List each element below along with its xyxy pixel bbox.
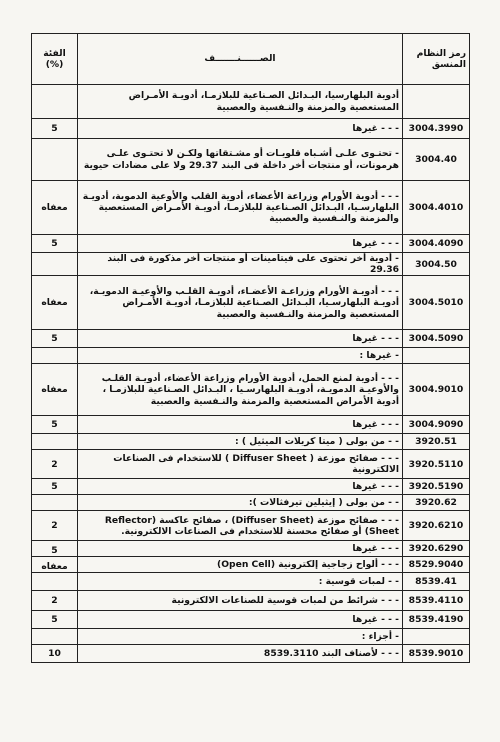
description-cell: - - - لأصناف البند 8539.3110	[78, 645, 403, 663]
hs-code-cell: 3920.62	[403, 495, 470, 511]
description-cell: - - - صفائح موزعة ( Diffuser Sheet ) للاستخدام فى الصناعات الالكترونية	[78, 450, 403, 479]
rate-cell: 5	[32, 235, 78, 253]
rate-cell	[32, 253, 78, 276]
description-cell: - أدوية أخر تحتوى على فيتامينات أو منتجات أخر مذكورة فى البند 29.36	[78, 253, 403, 276]
table-row	[32, 511, 470, 541]
rate-cell: معفاه	[32, 364, 78, 416]
rate-cell: 2	[32, 450, 78, 479]
table-row	[32, 557, 470, 573]
description-cell: - تحتـوى علـى أشـباه قلويـات أو مشـتقاتها ولكـن لا تحتـوى علـى هرمونات، أو منتجات أخر داخلة فى البند 29.37 ولا على مضادات حيوية	[78, 139, 403, 181]
hs-code-cell: 3004.3990	[403, 119, 470, 139]
hs-code-cell	[403, 348, 470, 364]
description-cell: - - - غيرها	[78, 479, 403, 495]
hs-code-cell: 3004.50	[403, 253, 470, 276]
hs-code-cell: 3004.40	[403, 139, 470, 181]
table-row	[32, 645, 470, 663]
rate-cell: معفاه	[32, 276, 78, 330]
hs-code-cell: 3920.6210	[403, 511, 470, 541]
hs-code-cell: 3920.51	[403, 434, 470, 450]
header-description: الصــــــنـــــــف	[78, 34, 403, 85]
rate-cell: معفاه	[32, 181, 78, 235]
description-cell: - - لمبات قوسية :	[78, 573, 403, 591]
tariff-table	[31, 33, 470, 663]
description-cell: أدوية البلهارسيا، البـدائل الصـناعية للبلازمـا، أدويـة الأمـراض المستعصية والمزمنة والنـفسية والعصبية	[78, 85, 403, 119]
hs-code-cell: 3004.4090	[403, 235, 470, 253]
rate-cell: 5	[32, 330, 78, 348]
description-cell: - - من بولى ( ميتا كريلات الميثيل ) :	[78, 434, 403, 450]
table-row	[32, 479, 470, 495]
description-cell: - - - غيرها	[78, 611, 403, 629]
table-row	[32, 139, 470, 181]
table-row	[32, 591, 470, 611]
table-row	[32, 541, 470, 557]
hs-code-cell: 8529.9040	[403, 557, 470, 573]
header-rate: الفئة (%)	[32, 34, 78, 85]
hs-code-cell: 3004.9090	[403, 416, 470, 434]
table-row	[32, 495, 470, 511]
table-row	[32, 181, 470, 235]
table-row	[32, 450, 470, 479]
table-row	[32, 276, 470, 330]
rate-cell: 2	[32, 591, 78, 611]
table-row	[32, 85, 470, 119]
hs-code-cell: 3920.5190	[403, 479, 470, 495]
table-row	[32, 573, 470, 591]
rate-cell: 5	[32, 541, 78, 557]
hs-code-cell: 3920.6290	[403, 541, 470, 557]
rate-cell: 10	[32, 645, 78, 663]
description-cell: - - - ألواح زجاجية إلكترونية (Open Cell)	[78, 557, 403, 573]
description-cell: - غيرها :	[78, 348, 403, 364]
description-cell: - أجزاء :	[78, 629, 403, 645]
table-row	[32, 253, 470, 276]
rate-cell: 5	[32, 416, 78, 434]
table-row	[32, 348, 470, 364]
rate-cell	[32, 495, 78, 511]
table-row	[32, 416, 470, 434]
description-cell: - - من بولى ( إيثيلين تيرفثالات ):	[78, 495, 403, 511]
hs-code-cell: 8539.41	[403, 573, 470, 591]
table-header-row	[32, 34, 470, 85]
table-row	[32, 235, 470, 253]
rate-cell	[32, 434, 78, 450]
hs-code-cell	[403, 85, 470, 119]
hs-code-cell: 3004.5090	[403, 330, 470, 348]
rate-cell: 5	[32, 611, 78, 629]
hs-code-cell: 8539.4110	[403, 591, 470, 611]
rate-cell: 5	[32, 119, 78, 139]
table-row	[32, 330, 470, 348]
rate-cell	[32, 139, 78, 181]
rate-cell	[32, 85, 78, 119]
hs-code-cell	[403, 629, 470, 645]
description-cell: - - - غيرها	[78, 119, 403, 139]
header-code: رمز النظام المنسق	[403, 34, 470, 85]
rate-cell	[32, 573, 78, 591]
rate-cell: 2	[32, 511, 78, 541]
hs-code-cell: 8539.9010	[403, 645, 470, 663]
description-cell: - - - أدوية الأورام وزراعة الأعضاء، أدوية القلب والأوعية الدموية، أدويـة البلهارسـيا، البـدائل الصـناعية للبلازمـا، أدويـة الأمـراض المستعصية والمزمنة والنـفسية والعصبية	[78, 181, 403, 235]
table-row	[32, 611, 470, 629]
rate-cell: معفاه	[32, 557, 78, 573]
rate-cell: 5	[32, 479, 78, 495]
hs-code-cell: 3004.9010	[403, 364, 470, 416]
description-cell: - - - غيرها	[78, 416, 403, 434]
rate-cell	[32, 348, 78, 364]
table-row	[32, 629, 470, 645]
hs-code-cell: 3004.4010	[403, 181, 470, 235]
description-cell: - - - غيرها	[78, 541, 403, 557]
table-row	[32, 364, 470, 416]
description-cell: - - - صفائح موزعة (Diffuser Sheet) ، صفائح عاكسة (Reflector Sheet) أو صفائح محسنة للاستخدام فى الصناعات الالكترونية.	[78, 511, 403, 541]
description-cell: - - - شرائط من لمبات قوسية للصناعات الالكترونية	[78, 591, 403, 611]
rate-cell	[32, 629, 78, 645]
table-row	[32, 119, 470, 139]
description-cell: - - - أدويـة الأورام وزراعـة الأعضـاء، أدويـة القلـب والأوعيـة الدمويـة، أدويـة البلهارسـيا، البـدائل الصـناعية للبلازمـا، أدويـة الأمـراض المستعصية والمزمنة والنـفسية والعصبية	[78, 276, 403, 330]
description-cell: - - - غيرها	[78, 330, 403, 348]
hs-code-cell: 3920.5110	[403, 450, 470, 479]
table-body	[32, 85, 470, 663]
hs-code-cell: 3004.5010	[403, 276, 470, 330]
description-cell: - - - غيرها	[78, 235, 403, 253]
table-row	[32, 434, 470, 450]
description-cell: - - - أدوية لمنع الحمل، أدوية الأورام وزراعة الأعضاء، أدويـة القلـب والأوعيـة الدمويـة، أدويـة البلهارسـيا ، البـدائل الصـناعية للبلازمـا ، أدوية الأمراض المستعصية والمزمنة والنـفسية والعصبية	[78, 364, 403, 416]
hs-code-cell: 8539.4190	[403, 611, 470, 629]
